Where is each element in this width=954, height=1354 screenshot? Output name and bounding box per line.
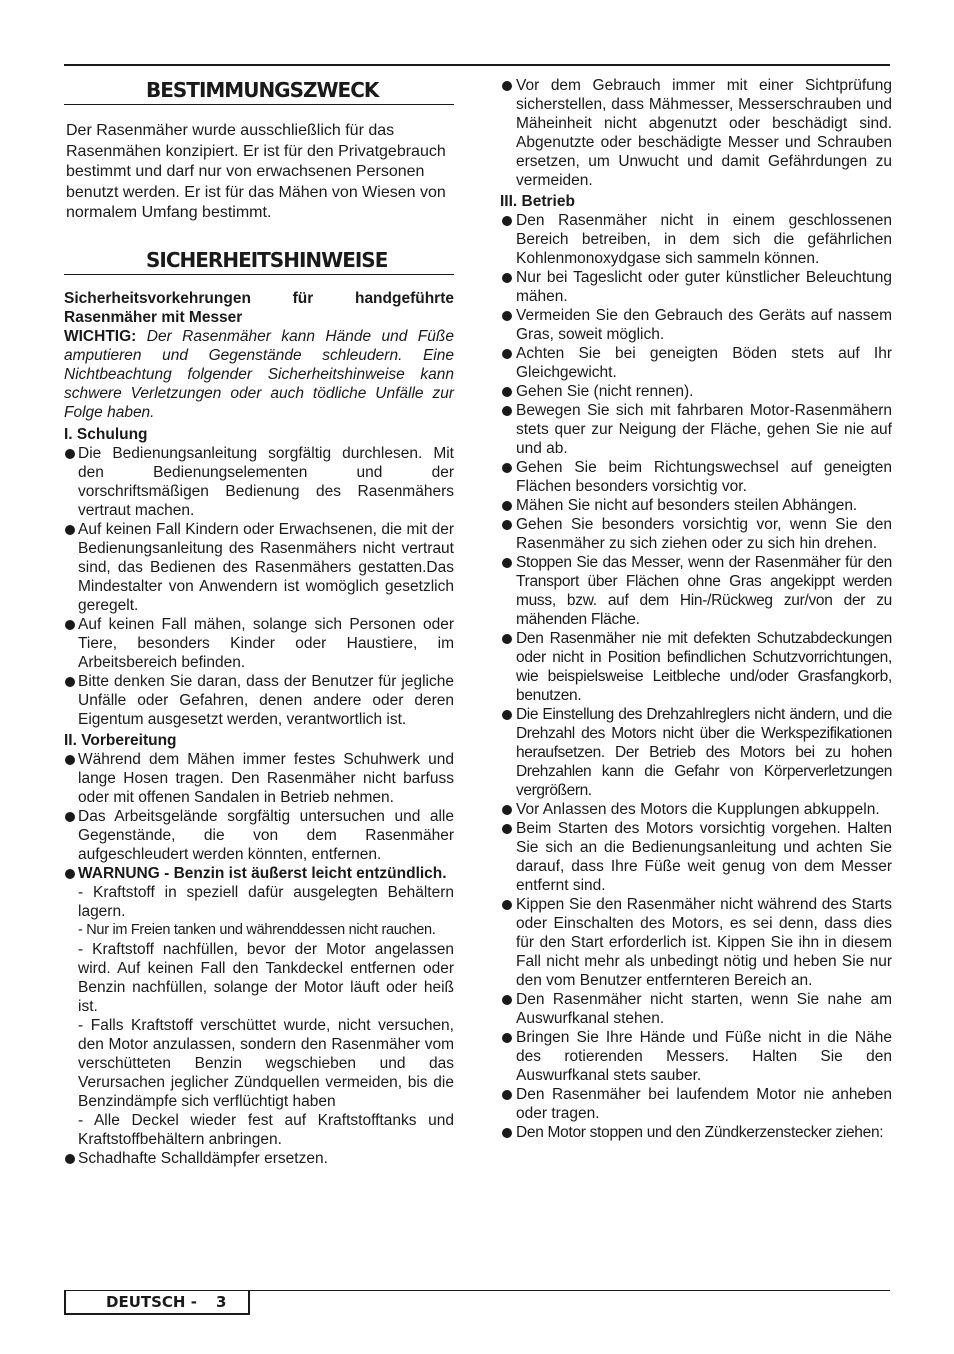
bullet-icon: [502, 387, 512, 397]
important-text: Der Rasenmäher kann Hände und Füße amputieren und Gegenstände schleudern. Eine Nichtbeachtung folgender Sicherheitshinweise kann schwere Verletzungen oder auch tödliche Unfälle zur Folge haben.: [64, 327, 454, 422]
section-schulung: I. Schulung: [64, 425, 148, 443]
page-footer: [64, 1290, 250, 1315]
bullet-icon: [502, 558, 512, 568]
bullet-icon: [502, 634, 512, 644]
bullet-icon: [65, 677, 75, 687]
bullet-icon: [502, 463, 512, 473]
list-item: Bewegen Sie sich mit fahrbaren Motor-Rasenmähern stets quer zur Neigung der Fläche, gehen Sie nie auf und ab.: [500, 401, 892, 458]
list-item: Auf keinen Fall Kindern oder Erwachsenen, die mit der Bedienungsanleitung des Rasenmähers nicht vertraut sind, das Bedienen des Rasenmähers gestatten.Das Mindestalter von Anwendern ist womöglich gesetzlich geregelt.: [64, 520, 454, 615]
list-item: Beim Starten des Motors vorsichtig vorgehen. Halten Sie sich an die Bedienungsanleitung und achten Sie darauf, dass Ihre Füße weit genug von dem Messer entfernt sind.: [500, 819, 892, 895]
footer-language: DEUTSCH -: [106, 1293, 197, 1311]
bullet-icon: [502, 349, 512, 359]
list-item: Das Arbeitsgelände sorgfältig untersuchen und alle Gegenstände, die von dem Rasenmäher aufgeschleudert werden könnten, entfernen.: [64, 807, 454, 864]
page-number: 3: [216, 1293, 227, 1311]
bullet-icon: [502, 1090, 512, 1100]
bullet-icon: [65, 1154, 75, 1164]
list-item: Bringen Sie Ihre Hände und Füße nicht in die Nähe des rotierenden Messers. Halten Sie den Auswurfkanal stets sauber.: [500, 1028, 892, 1085]
fuel-note: - Alle Deckel wieder fest auf Kraftstofftanks und Kraftstoffbehältern anbringen.: [78, 1111, 454, 1148]
list-item: Den Motor stoppen und den Zündkerzenstecker ziehen:: [500, 1123, 892, 1142]
bullet-icon: [502, 900, 512, 910]
list-item: Die Bedienungsanleitung sorgfältig durchlesen. Mit den Bedienungselementen und der vorschriftsmäßigen Bedienung des Rasenmähers vertraut machen.: [64, 444, 454, 520]
heading-sicherheitshinweise: SICHERHEITSHINWEISE: [64, 246, 454, 275]
bullet-icon: [502, 710, 512, 720]
list-item: Vor dem Gebrauch immer mit einer Sichtprüfung sicherstellen, dass Mähmesser, Messerschrauben und Mäheinheit nicht abgenutzt oder beschädigt sind. Abgenutzte oder beschädigte Messer und Schrauben ersetzen, um Unwucht und damit Gefährdungen zu vermeiden.: [500, 76, 892, 190]
bullet-icon: [65, 525, 75, 535]
bullet-icon: [502, 501, 512, 511]
list-item: Kippen Sie den Rasenmäher nicht während des Starts oder Einschalten des Motors, es sei denn, dass dies für den Start erforderlich ist. Kippen Sie ihn in diesem Fall nicht mehr als unbedingt nötig und heben Sie nur den vom Benutzer entfernteren Bereich an.: [500, 895, 892, 990]
list-item: Auf keinen Fall mähen, solange sich Personen oder Tiere, besonders Kinder oder Haustiere, im Arbeitsbereich befinden.: [64, 615, 454, 672]
list-item: Den Rasenmäher nicht starten, wenn Sie nahe am Auswurfkanal stehen.: [500, 990, 892, 1028]
list-item: Vor Anlassen des Motors die Kupplungen abkuppeln.: [500, 800, 892, 819]
bullet-icon: [502, 824, 512, 834]
bullet-icon: [65, 812, 75, 822]
list-item: Den Rasenmäher nie mit defekten Schutzabdeckungen oder nicht in Position befindlichen Schutzvorrichtungen, wie beispielsweise Leitbleche und/oder Grasfangkorb, benutzen.: [500, 629, 892, 705]
bullet-icon: [502, 273, 512, 283]
schulung-list: [64, 444, 454, 729]
left-column: [64, 76, 454, 1168]
list-item: Nur bei Tageslicht oder guter künstlicher Beleuchtung mähen.: [500, 268, 892, 306]
bullet-icon: [502, 216, 512, 226]
list-item: Mähen Sie nicht auf besonders steilen Abhängen.: [500, 496, 892, 515]
list-item: Achten Sie bei geneigten Böden stets auf Ihr Gleichgewicht.: [500, 344, 892, 382]
list-item: Gehen Sie besonders vorsichtig vor, wenn Sie den Rasenmäher zu sich ziehen oder zu sich hin drehen.: [500, 515, 892, 553]
vorbereitung-list: [64, 750, 454, 883]
heading-bestimmungszweck: BESTIMMUNGSZWECK: [64, 76, 454, 105]
bullet-icon: [502, 406, 512, 416]
list-item: Den Rasenmäher nicht in einem geschlossenen Bereich betreiben, in dem sich die gefährlichen Kohlenmonoxydgase sich sammeln können.: [500, 211, 892, 268]
list-item: Schadhafte Schalldämpfer ersetzen.: [64, 1149, 454, 1168]
section-betrieb: III. Betrieb: [500, 193, 575, 210]
right-column: [500, 76, 892, 1142]
list-item: Vermeiden Sie den Gebrauch des Geräts auf nassem Gras, soweit möglich.: [500, 306, 892, 344]
safety-subheading: Sicherheitsvorkehrungen für handgeführte Rasenmäher mit Messer: [64, 289, 454, 326]
bullet-icon: [502, 81, 512, 91]
list-item: Gehen Sie (nicht rennen).: [500, 382, 892, 401]
fuel-note: - Kraftstoff in speziell dafür ausgelegten Behältern lagern.: [78, 883, 454, 920]
bullet-icon: [65, 620, 75, 630]
list-item: Bitte denken Sie daran, dass der Benutzer für jegliche Unfälle oder Gefahren, denen andere oder deren Eigentum ausgesetzt werden, verantwortlich ist.: [64, 672, 454, 729]
list-item: Stoppen Sie das Messer, wenn der Rasenmäher für den Transport über Flächen ohne Gras angekippt werden muss, bzw. auf dem Hin-/Rückweg zur/von der zu mähenden Fläche.: [500, 553, 892, 629]
vorbereitung-list-end: [64, 1149, 454, 1168]
important-label: WICHTIG:: [64, 327, 137, 345]
fuel-note: - Nur im Freien tanken und währenddessen nicht rauchen.: [78, 921, 436, 938]
important-notice: [64, 327, 454, 423]
bullet-icon: [502, 1033, 512, 1043]
fuel-note: - Falls Kraftstoff verschüttet wurde, nicht versuchen, den Motor anzulassen, sondern den Rasenmäher vom verschütteten Benzin wegschieben und das Verursachen jeglicher Zündquellen vermeiden, bis die Benzindämpfe sich verflüchtigt haben: [78, 1016, 454, 1110]
list-item: Die Einstellung des Drehzahlreglers nicht ändern, und die Drehzahl des Motors nicht über die Werkspezifikationen heraufsetzen. Der Betrieb des Motors bei zu hohen Drehzahlen kann die Gefahr von Körperverletzungen vergrößern.: [500, 705, 892, 800]
betrieb-list: [500, 211, 892, 1142]
bullet-icon: [502, 311, 512, 321]
vorbereitung-continued-list: [500, 76, 892, 190]
bullet-icon: [502, 995, 512, 1005]
fuel-note: - Kraftstoff nachfüllen, bevor der Motor angelassen wird. Auf keinen Fall den Tankdeckel entfernen oder Benzin nachfüllen, solange der Motor läuft oder heiß ist.: [78, 940, 454, 1015]
bullet-icon: [502, 520, 512, 530]
list-item: Gehen Sie beim Richtungswechsel auf geneigten Flächen besonders vorsichtig vor.: [500, 458, 892, 496]
list-item: Während dem Mähen immer festes Schuhwerk und lange Hosen tragen. Den Rasenmäher nicht barfuss oder mit offenen Sandalen in Betrieb nehmen.: [64, 750, 454, 807]
bullet-icon: [65, 755, 75, 765]
bullet-icon: [502, 1128, 512, 1138]
bullet-icon: [65, 449, 75, 459]
intro-paragraph: Der Rasenmäher wurde ausschließlich für das Rasenmähen konzipiert. Er ist für den Privatgebrauch bestimmt und darf nur von erwachsenen Personen benutzt werden. Er ist für das Mähen von Wiesen von normalem Umfang bestimmt.: [66, 122, 446, 221]
top-rule: [64, 64, 890, 66]
list-item: Den Rasenmäher bei laufendem Motor nie anheben oder tragen.: [500, 1085, 892, 1123]
warning-item: WARNUNG - Benzin ist äußerst leicht entzündlich.: [64, 864, 454, 883]
bullet-icon: [502, 805, 512, 815]
bullet-icon: [65, 869, 75, 879]
section-vorbereitung: II. Vorbereitung: [64, 731, 177, 749]
